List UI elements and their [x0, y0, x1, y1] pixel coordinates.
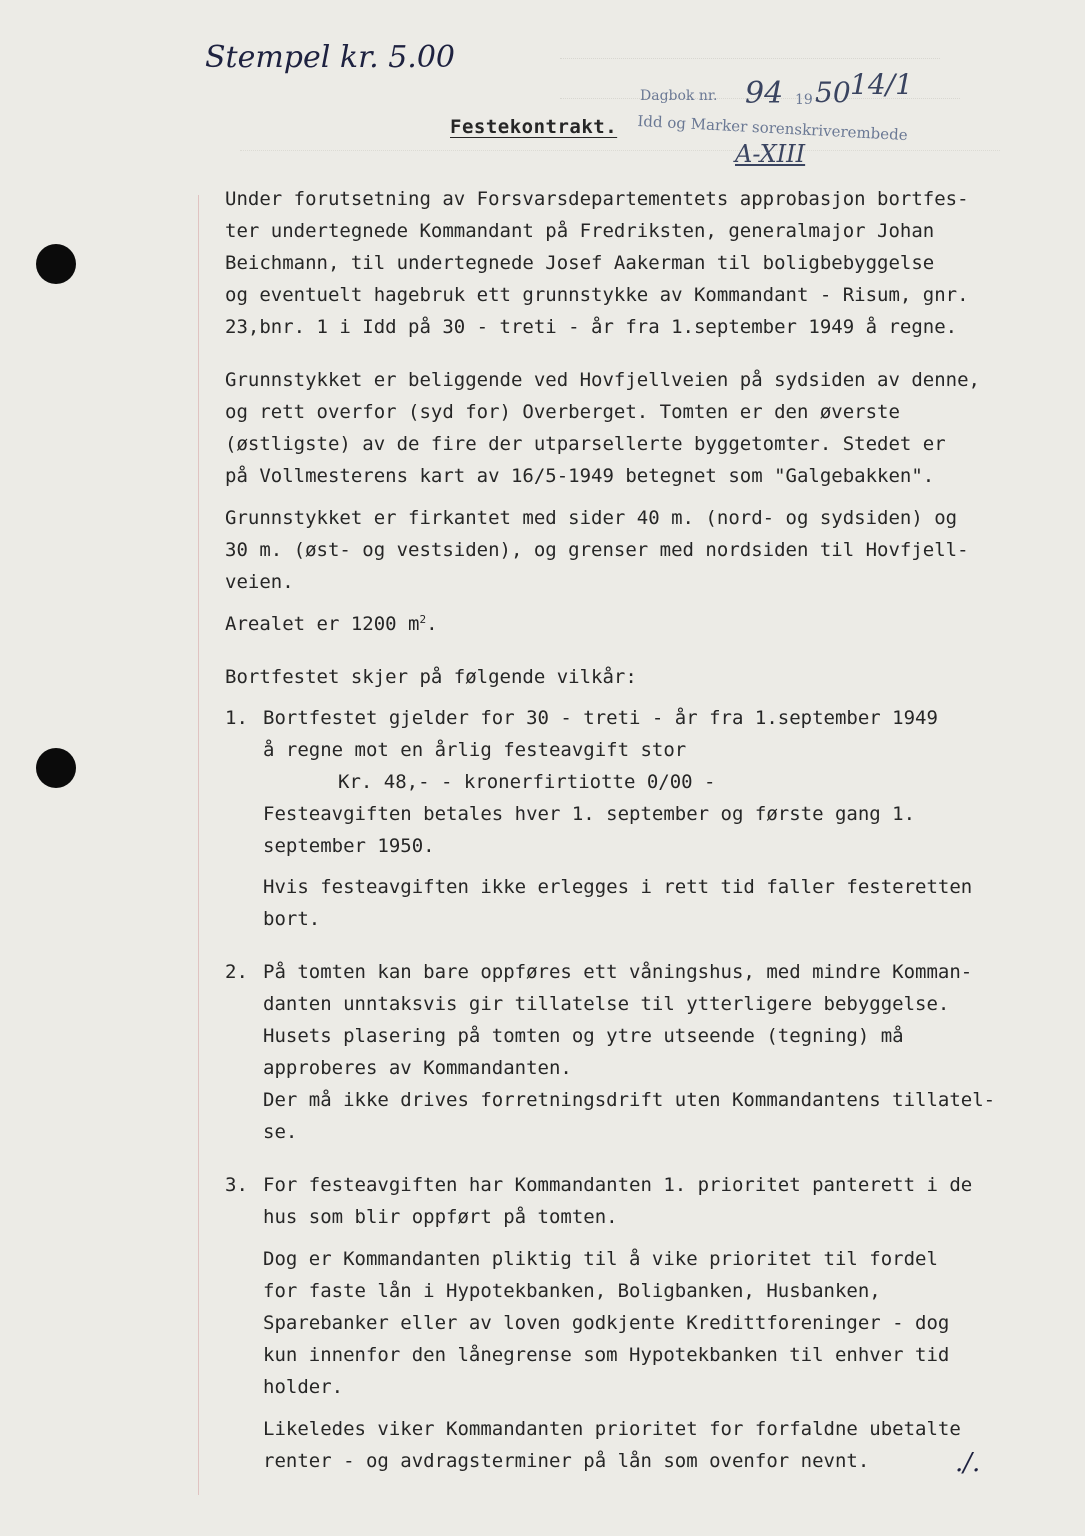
document-title: Festekontrakt.	[450, 116, 618, 138]
paragraph-line: Under forutsetning av Forsvarsdepartementets approbasjon bortfes-	[225, 188, 969, 210]
paragraph-line: 23,bnr. 1 i Idd på 30 - treti - år fra 1.september 1949 å regne.	[225, 316, 958, 338]
paragraph-line: Beichmann, til undertegnede Josef Aakerman til boligbebyggelse	[225, 252, 935, 274]
stamp-year-suffix: 50	[815, 76, 851, 109]
paragraph-line: veien.	[225, 571, 294, 593]
condition-line: På tomten kan bare oppføres ett våningshus, med mindre Komman-	[263, 961, 973, 983]
paragraph-line: på Vollmesterens kart av 16/5-1949 betegnet som "Galgebakken".	[225, 465, 935, 487]
condition-amount: Kr. 48,- - kronerfirtiotte 0/00 -	[338, 771, 716, 793]
condition-line: renter - og avdragsterminer på lån som ovenfor nevnt.	[263, 1450, 870, 1472]
conditions-intro: Bortfestet skjer på følgende vilkår:	[225, 666, 637, 688]
handwritten-stamp-duty-note: Stempel kr. 5.00	[205, 40, 455, 75]
condition-line: Likeledes viker Kommandanten prioritet for forfaldne ubetalte	[263, 1418, 961, 1440]
paragraph-line: og eventuelt hagebruk ett grunnstykke av Kommandant - Risum, gnr.	[225, 284, 969, 306]
condition-line: se.	[263, 1121, 298, 1143]
stamp-date-fraction: 14/1	[850, 68, 913, 101]
condition-number: 1.	[225, 707, 248, 729]
condition-line: for faste lån i Hypotekbanken, Boligbanken, Husbanken,	[263, 1280, 881, 1302]
area-superscript: 2	[419, 613, 427, 626]
condition-line: Dog er Kommandanten pliktig til å vike prioritet til fordel	[263, 1248, 938, 1270]
condition-number: 2.	[225, 961, 248, 983]
condition-line: approberes av Kommandanten.	[263, 1057, 572, 1079]
condition-line: Der må ikke drives forretningsdrift uten Kommandantens tillatel-	[263, 1089, 996, 1111]
condition-line: danten unntaksvis gir tillatelse til ytterligere bebyggelse.	[263, 993, 950, 1015]
condition-line: hus som blir oppført på tomten.	[263, 1206, 618, 1228]
punch-hole	[36, 244, 76, 284]
paragraph-line: Grunnstykket er firkantet med sider 40 m. (nord- og sydsiden) og	[225, 507, 958, 529]
stamp-office: Idd og Marker sorenskriverembede	[637, 112, 909, 145]
condition-line: bort.	[263, 908, 321, 930]
dagbok-label: Dagbok nr.	[640, 88, 718, 104]
condition-line: Festeavgiften betales hver 1. september og første gang 1.	[263, 803, 916, 825]
stamp-volume: A-XIII	[735, 140, 806, 168]
condition-line: Sparebanker eller av loven godkjente Kredittforeninger - dog	[263, 1312, 950, 1334]
paragraph-line: og rett overfor (syd for) Overberget. Tomten er den øverste	[225, 401, 900, 423]
condition-line: Bortfestet gjelder for 30 - treti - år fra 1.september 1949	[263, 707, 938, 729]
condition-line: Husets plasering på tomten og ytre utseende (tegning) må	[263, 1025, 904, 1047]
condition-line: Hvis festeavgiften ikke erlegges i rett tid faller festeretten	[263, 876, 973, 898]
punch-hole	[36, 748, 76, 788]
paragraph-line: Grunnstykket er beliggende ved Hovfjellveien på sydsiden av denne,	[225, 369, 980, 391]
paragraph-line: ter undertegnede Kommandant på Fredriksten, generalmajor Johan	[225, 220, 935, 242]
condition-number: 3.	[225, 1174, 248, 1196]
paragraph-line: (østligste) av de fire der utparsellerte byggetomter. Stedet er	[225, 433, 946, 455]
continuation-mark: ./.	[955, 1448, 981, 1478]
stamp-year-prefix: 19	[795, 92, 813, 108]
dagbok-number: 94	[745, 76, 784, 111]
condition-line: å regne mot en årlig festeavgift stor	[263, 739, 687, 761]
condition-line: september 1950.	[263, 835, 435, 857]
area-line: Arealet er 1200 $m^2$.	[225, 613, 438, 635]
paragraph-line: 30 m. (øst- og vestsiden), og grenser med nordsiden til Hovfjell-	[225, 539, 969, 561]
condition-line: kun innenfor den lånegrense som Hypotekbanken til enhver tid	[263, 1344, 950, 1366]
condition-line: For festeavgiften har Kommandanten 1. prioritet panterett i de	[263, 1174, 973, 1196]
margin-line	[198, 195, 199, 1495]
condition-line: holder.	[263, 1376, 344, 1398]
